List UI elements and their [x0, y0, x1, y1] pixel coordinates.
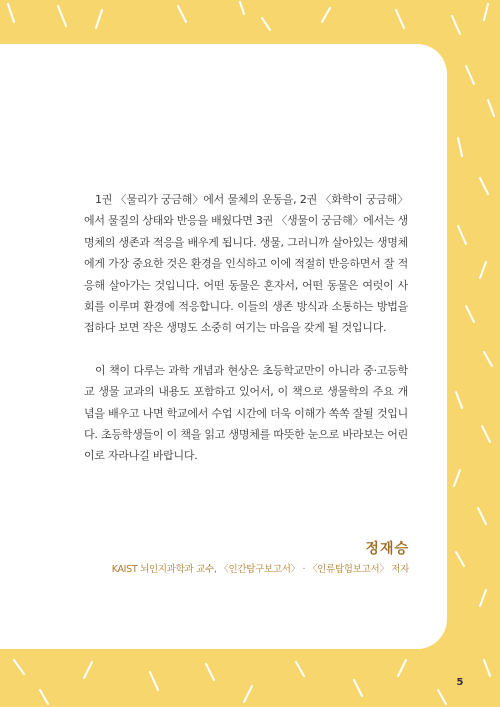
sprinkle	[482, 426, 490, 442]
sprinkle	[456, 552, 464, 566]
sprinkle	[398, 660, 406, 676]
sprinkle	[58, 6, 66, 26]
sprinkle	[14, 660, 24, 674]
sprinkle	[396, 10, 404, 28]
sprinkle	[452, 16, 460, 34]
paragraph-2: 이 책이 다루는 과학 개념과 현상은 초등학교만이 아니라 중·고등학교 생물 교과의 내용도 포함하고 있어서, 이 책으로 생물학의 주요 개념을 배우고 나면 학교에서 수업 시간에 더욱 이해가 쏙쏙 잘될 것입니다. 초등학생들이 이 책을 읽고 생명체를 따뜻한 눈으로 바라보는 어린이로 자라나길 바랍니다.	[84, 363, 408, 463]
body-text	[84, 189, 408, 467]
sprinkle	[84, 662, 92, 678]
sprinkle	[484, 352, 492, 366]
sprinkle	[322, 8, 330, 22]
paragraph-1: 1권 〈물리가 궁금해〉에서 물체의 운동을, 2권 〈화학이 궁금해〉에서 물질의 상태와 반응을 배웠다면 3권 〈생물이 궁금해〉에서는 생명체의 생존과 적응을 배우게 됩니다. 생물, 그러니까 살아있는 생명체에게 가장 중요한 것은 환경을 인식하고 이에 적절히 반응하면서 잘 적응해 살아가는 것입니다. 어떤 동물은 혼자서, 어떤 동물은 여럿이 사회를 이루며 환경에 적응합니다. 이들의 생존 방식과 소통하는 방법을 접하다 보면 작은 생명도 소중히 여기는 마음을 갖게 될 것입니다.	[84, 193, 408, 335]
sprinkle	[296, 662, 304, 676]
page-number: 5	[456, 677, 464, 688]
sprinkle	[484, 4, 488, 20]
sprinkle	[8, 4, 14, 22]
sprinkle	[262, 18, 270, 30]
sprinkle	[484, 660, 490, 676]
sprinkle	[150, 672, 158, 690]
sprinkle	[240, 2, 244, 14]
sprinkle	[480, 590, 486, 606]
sprinkle	[354, 680, 362, 696]
sprinkle	[458, 226, 466, 244]
sprinkle	[480, 262, 486, 278]
sprinkle	[438, 690, 446, 704]
author-name: 정재승	[365, 541, 409, 557]
sprinkle	[488, 100, 494, 116]
sprinkle	[96, 10, 102, 28]
sprinkle	[466, 66, 474, 84]
sprinkle	[458, 138, 462, 156]
author-description: KAIST 뇌인지과학과 교수, 〈인간탐구보고서〉 · 〈인류탐험보고서〉 저자	[111, 564, 409, 575]
sprinkle	[40, 690, 48, 704]
sprinkle	[206, 664, 214, 680]
sprinkle	[480, 178, 488, 194]
sprinkle	[478, 508, 486, 524]
sprinkle	[454, 470, 460, 486]
sprinkle	[466, 306, 474, 322]
sprinkle	[456, 392, 462, 408]
sprinkle	[244, 686, 252, 702]
sprinkle	[178, 6, 186, 22]
